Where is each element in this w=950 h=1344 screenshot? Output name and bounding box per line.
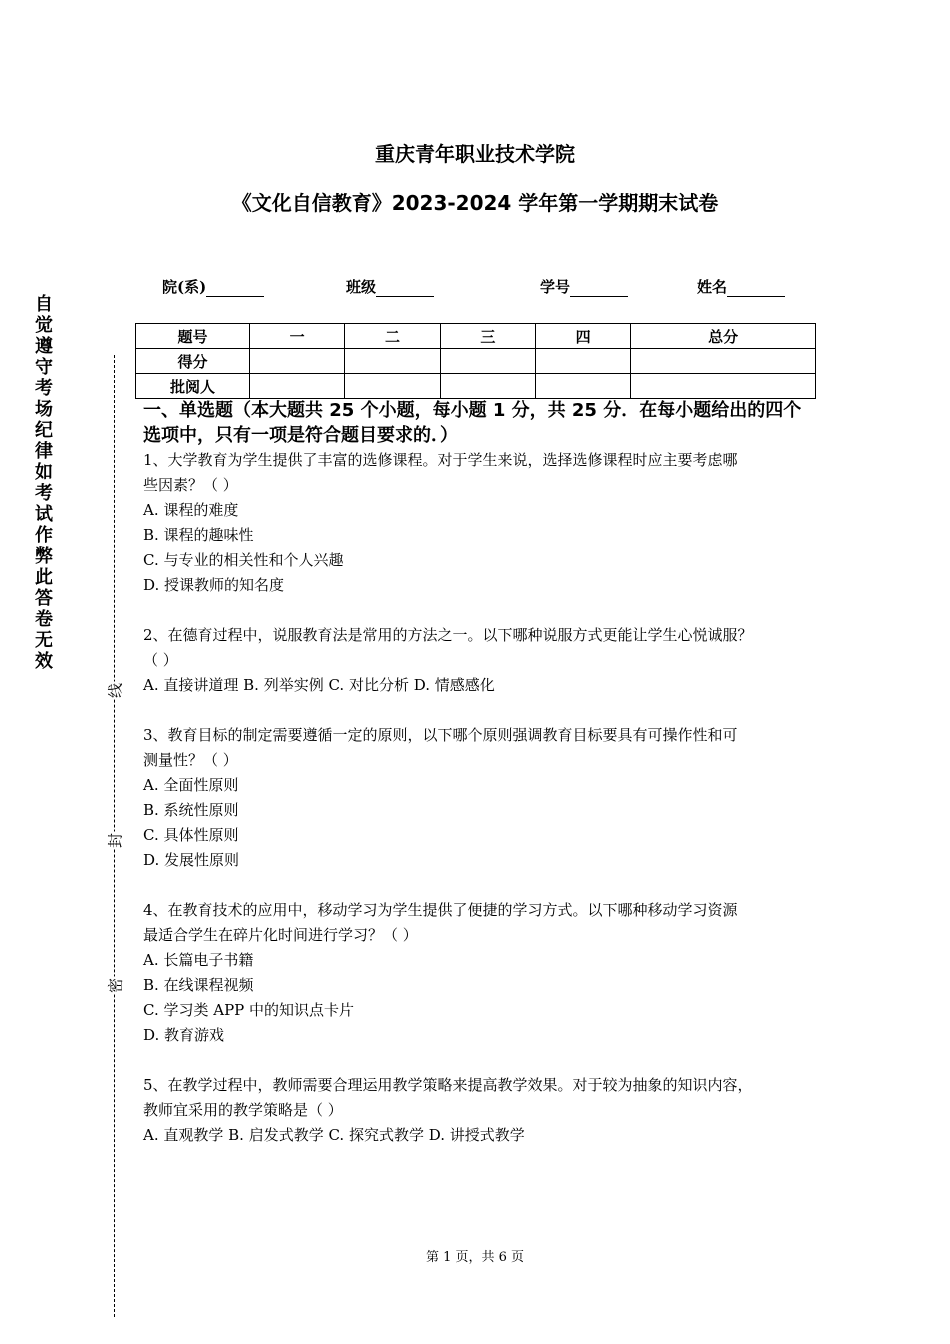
grader-cell: [535, 374, 630, 399]
score-table: [135, 323, 816, 399]
warning-char: 守: [35, 357, 53, 378]
question-text: 教师宜采用的教学策略是（ ）: [143, 1101, 343, 1119]
warning-char: 觉: [35, 315, 53, 336]
option-a: A. 课程的难度: [143, 501, 239, 519]
department-blank: [206, 280, 264, 297]
student-id-field: [540, 276, 628, 297]
question-text: 5、在教学过程中，教师需要合理运用教学策略来提高教学效果。对于较为抽象的知识内容，: [143, 1076, 753, 1094]
option-b: B. 在线课程视频: [143, 976, 254, 994]
sidebar-warning: [32, 294, 56, 672]
option-d: D. 教育游戏: [143, 1026, 225, 1044]
class-label: 班级: [346, 278, 377, 296]
option-d: D. 发展性原则: [143, 851, 240, 869]
student-id-label: 学号: [540, 278, 571, 296]
grader-cell: [440, 374, 535, 399]
class-blank: [376, 280, 434, 297]
question-text: 4、在教育技术的应用中，移动学习为学生提供了便捷的学习方式。以下哪种移动学习资源: [143, 901, 738, 919]
question-2: [143, 623, 823, 698]
question-text: （ ）: [143, 651, 178, 669]
score-cell: [631, 349, 816, 374]
option-c: C. 具体性原则: [143, 826, 239, 844]
warning-char: 答: [35, 588, 53, 609]
question-5: [143, 1073, 823, 1148]
score-table-header-row: [136, 324, 816, 349]
department-label: 院(系): [162, 278, 207, 296]
warning-char: 自: [35, 294, 53, 315]
question-text: 1、大学教育为学生提供了丰富的选修课程。对于学生来说，选择选修课程时应主要考虑哪: [143, 451, 738, 469]
options-inline: A. 直观教学 B. 启发式教学 C. 探究式教学 D. 讲授式教学: [143, 1126, 525, 1144]
name-label: 姓名: [697, 278, 728, 296]
score-row: [136, 349, 816, 374]
question-4: [143, 898, 823, 1048]
cut-label-seal: 封: [106, 833, 125, 849]
warning-char: 遵: [35, 336, 53, 357]
warning-char: 纪: [35, 420, 53, 441]
school-title: 重庆青年职业技术学院: [375, 142, 575, 166]
cut-label-line: 线: [106, 683, 125, 699]
option-a: A. 全面性原则: [143, 776, 239, 794]
warning-char: 考: [35, 483, 53, 504]
option-d: D. 授课教师的知名度: [143, 576, 285, 594]
warning-char: 场: [35, 399, 53, 420]
question-section: [143, 398, 823, 1148]
warning-char: 如: [35, 462, 53, 483]
question-text: 最适合学生在碎片化时间进行学习？（ ）: [143, 926, 418, 944]
score-cell: [535, 349, 630, 374]
row-label-score: 得分: [136, 349, 250, 374]
score-cell: [250, 349, 345, 374]
question-text: 2、在德育过程中，说服教育法是常用的方法之一。以下哪种说服方式更能让学生心悦诚服？: [143, 626, 753, 644]
question-text: 测量性？（ ）: [143, 751, 238, 769]
exam-title: 《文化自信教育》2023-2024 学年第一学期期末试卷: [231, 191, 719, 215]
warning-char: 无: [35, 630, 53, 651]
option-c: C. 与专业的相关性和个人兴趣: [143, 551, 344, 569]
question-3: [143, 723, 823, 873]
score-cell: [345, 349, 440, 374]
column-header: 四: [535, 324, 630, 349]
options-inline: A. 直接讲道理 B. 列举实例 C. 对比分析 D. 情感感化: [143, 676, 495, 694]
column-header: 总分: [631, 324, 816, 349]
section-heading: 一、单选题（本大题共 25 个小题，每小题 1 分，共 25 分．在每小题给出的四个: [143, 400, 802, 421]
section-heading-cont: 选项中，只有一项是符合题目要求的．）: [143, 425, 458, 446]
grader-cell: [631, 374, 816, 399]
score-cell: [440, 349, 535, 374]
question-text: 些因素？（ ）: [143, 476, 238, 494]
student-id-blank: [570, 280, 628, 297]
warning-char: 卷: [35, 609, 53, 630]
warning-char: 效: [35, 651, 53, 672]
row-label-grader: 批阅人: [136, 374, 250, 399]
option-b: B. 系统性原则: [143, 801, 239, 819]
option-a: A. 长篇电子书籍: [143, 951, 254, 969]
question-1: [143, 448, 823, 598]
column-header: 三: [440, 324, 535, 349]
option-c: C. 学习类 APP 中的知识点卡片: [143, 1001, 355, 1019]
warning-char: 此: [35, 567, 53, 588]
column-header: 一: [250, 324, 345, 349]
page-number: 第 1 页，共 6 页: [425, 1250, 525, 1265]
name-blank: [727, 280, 785, 297]
warning-char: 试: [35, 504, 53, 525]
warning-char: 律: [35, 441, 53, 462]
name-field: [697, 276, 785, 297]
warning-char: 作: [35, 525, 53, 546]
warning-char: 考: [35, 378, 53, 399]
grader-cell: [250, 374, 345, 399]
column-header: 二: [345, 324, 440, 349]
grader-row: [136, 374, 816, 399]
cut-label-secret: 密: [106, 978, 125, 994]
option-b: B. 课程的趣味性: [143, 526, 254, 544]
grader-cell: [345, 374, 440, 399]
class-field: [346, 276, 434, 297]
department-field: [162, 276, 264, 297]
question-text: 3、教育目标的制定需要遵循一定的原则，以下哪个原则强调教育目标要具有可操作性和可: [143, 726, 738, 744]
warning-char: 弊: [35, 546, 53, 567]
row-label-question-no: 题号: [136, 324, 250, 349]
